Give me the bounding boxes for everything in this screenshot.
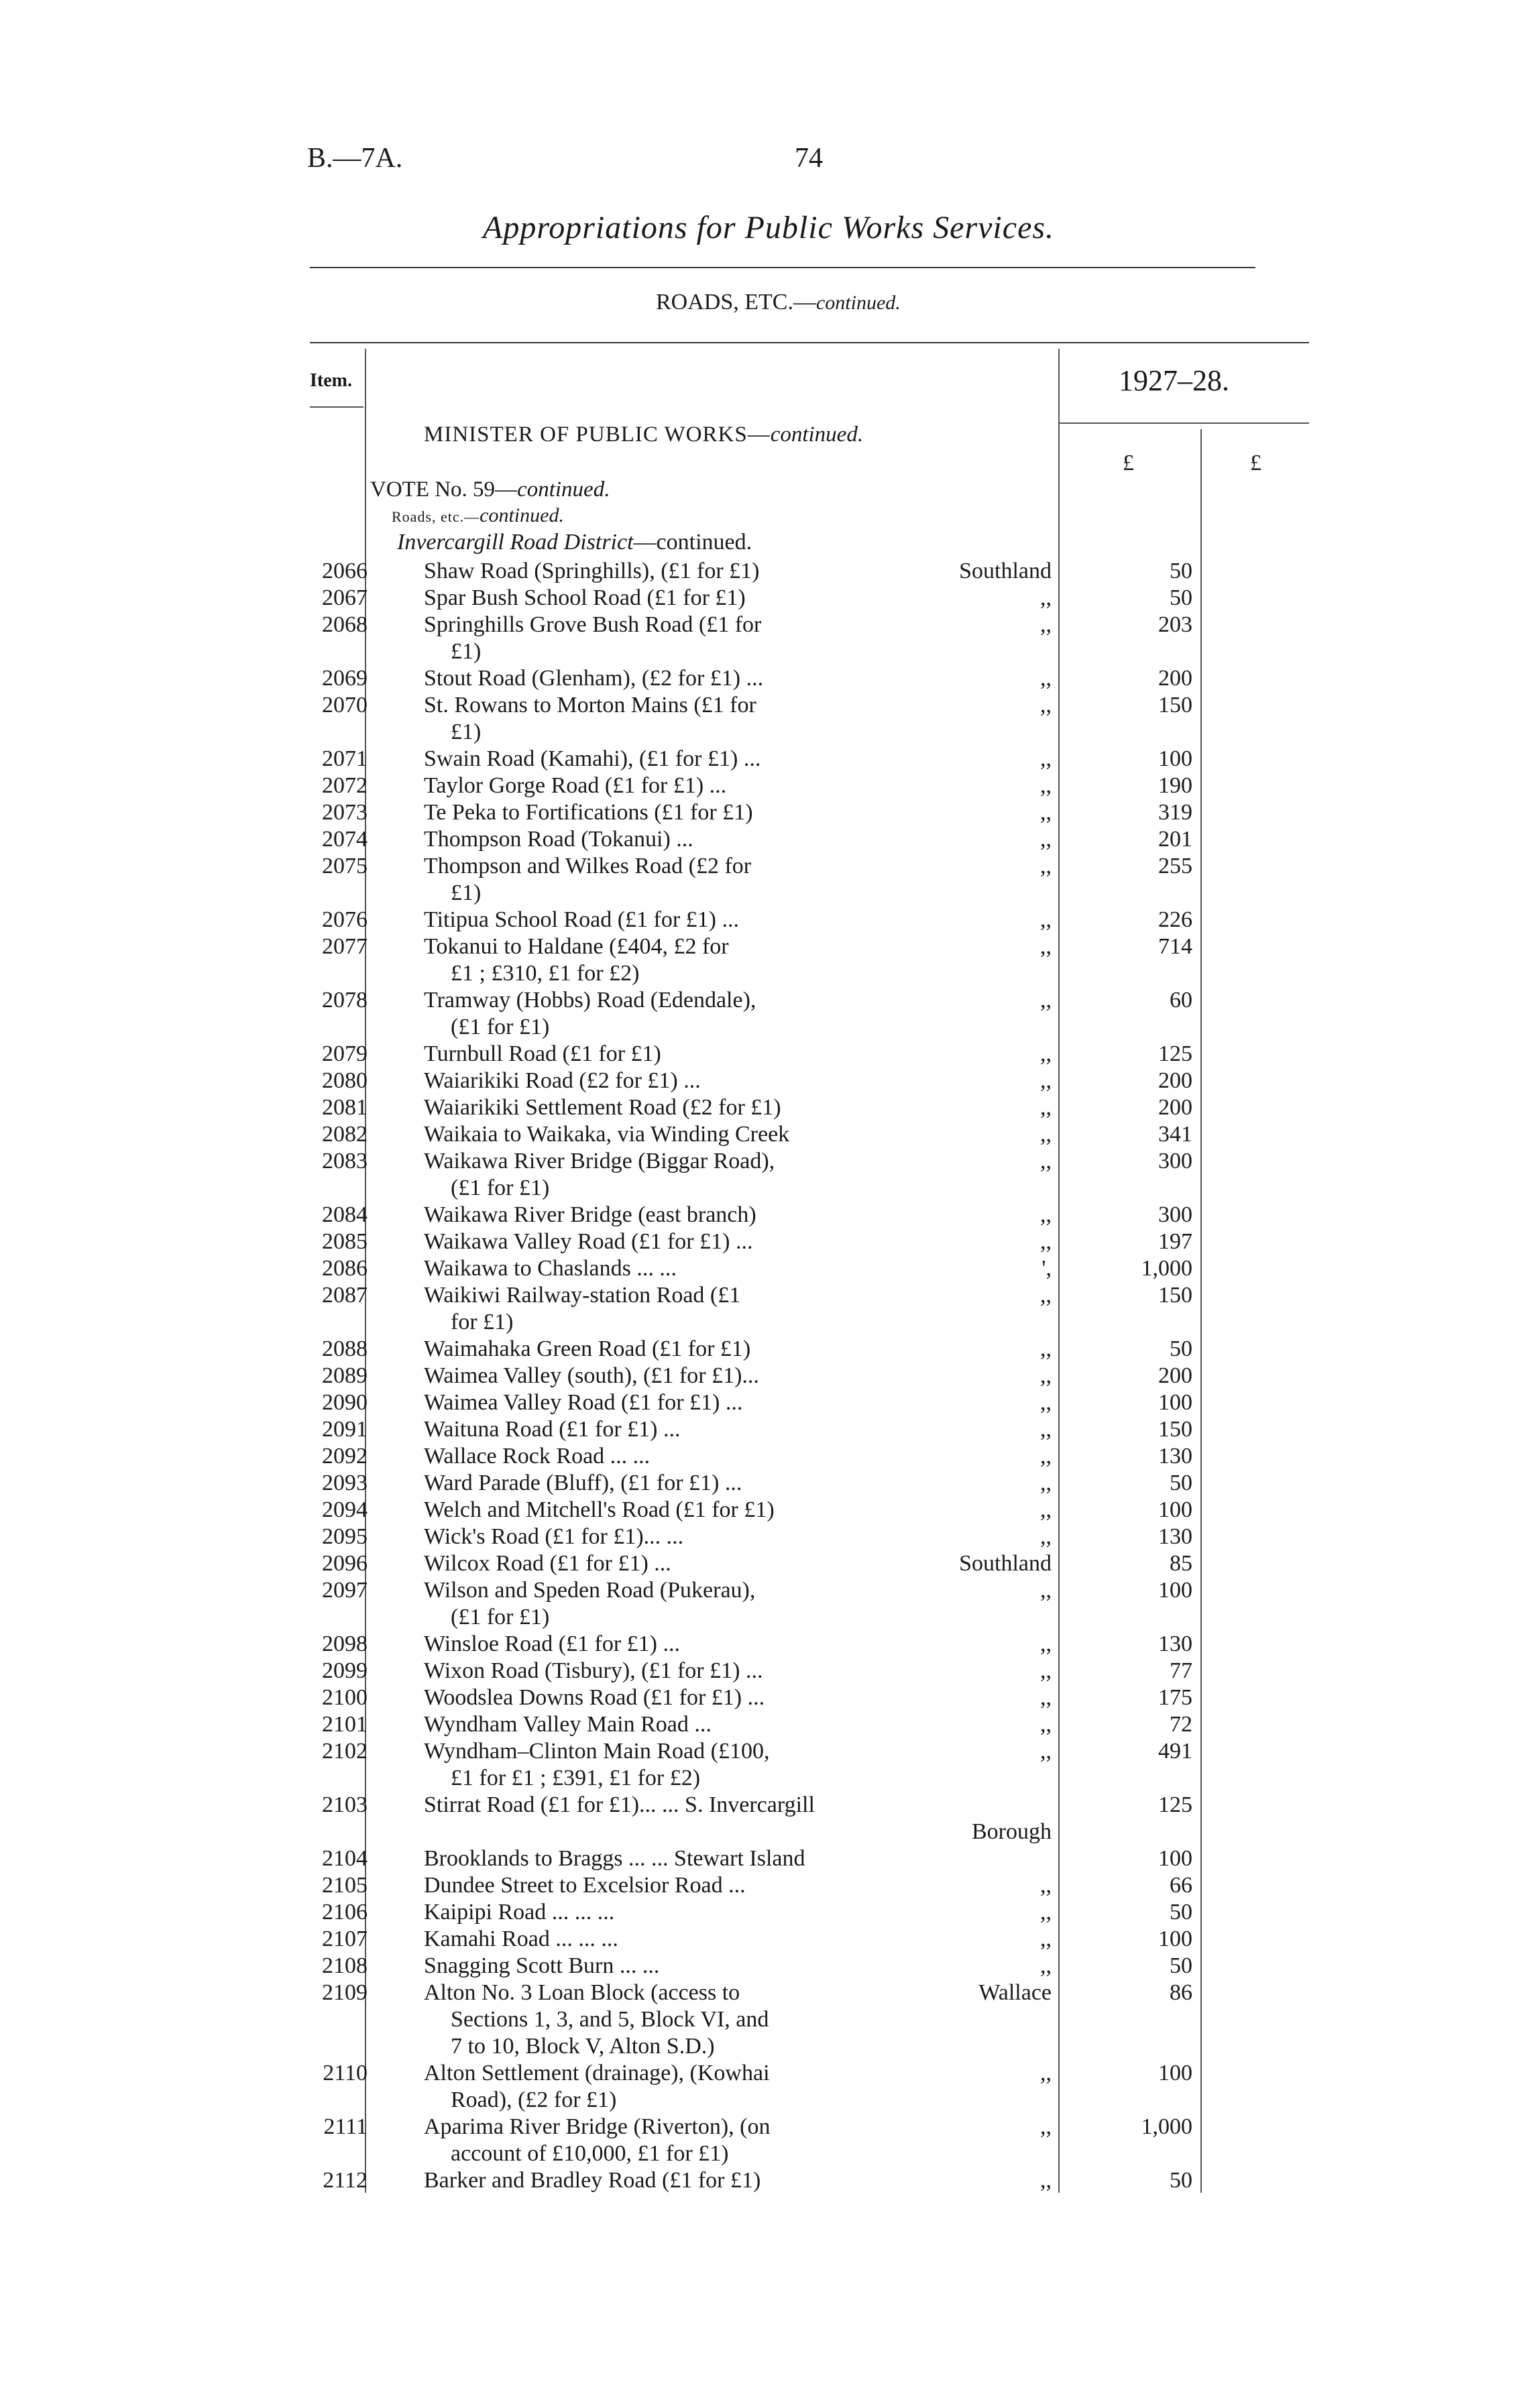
title-rule xyxy=(310,267,1255,268)
document-reference: B.—7A. xyxy=(307,143,403,174)
item-number: 2070 xyxy=(322,693,368,718)
item-description: Wilcox Road (£1 for £1) ... xyxy=(424,1551,671,1576)
region: ,, xyxy=(1040,934,1052,959)
amount: 66 xyxy=(1170,1873,1192,1898)
item-number: 2089 xyxy=(322,1363,368,1388)
amount: 100 xyxy=(1158,2061,1192,2085)
region: ,, xyxy=(1040,1524,1052,1549)
region: ,, xyxy=(1040,1658,1052,1683)
item-description: Springhills Grove Bush Road (£1 for £1) xyxy=(424,612,762,664)
page-title: Appropriations for Public Works Services. xyxy=(483,210,1055,245)
item-number: 2081 xyxy=(322,1095,368,1120)
item-description: Barker and Bradley Road (£1 for £1) xyxy=(424,2168,761,2193)
amount: 300 xyxy=(1158,1202,1192,1227)
item-description: Wick's Road (£1 for £1)... ... xyxy=(424,1524,684,1549)
item-number: 2087 xyxy=(322,1283,368,1308)
item-number: 2094 xyxy=(322,1497,368,1522)
item-number: 2097 xyxy=(322,1578,368,1603)
item-number: 2074 xyxy=(322,827,368,852)
year-header-underline xyxy=(1058,422,1309,424)
item-description: Waikaia to Waikaka, via Winding Creek xyxy=(424,1122,790,1147)
amount: 125 xyxy=(1158,1792,1192,1817)
district-heading: Invercargill Road District—continued. xyxy=(397,530,752,555)
item-description: Dundee Street to Excelsior Road ... xyxy=(424,1873,746,1898)
amount: 201 xyxy=(1158,827,1192,852)
amount: 100 xyxy=(1158,746,1192,771)
region: ,, xyxy=(1040,827,1052,852)
item-number: 2088 xyxy=(322,1336,368,1361)
amount: 100 xyxy=(1158,1927,1192,1951)
item-description: Waikawa River Bridge (Biggar Road), (£1 for £1) xyxy=(424,1149,775,1200)
item-number: 2080 xyxy=(322,1068,368,1093)
item-description: Kaipipi Road ... ... ... xyxy=(424,1900,615,1925)
region: ,, xyxy=(1040,1336,1052,1361)
year-column-header: 1927–28. xyxy=(1119,364,1229,397)
region: ,, xyxy=(1040,1363,1052,1388)
amount: 200 xyxy=(1158,1068,1192,1093)
item-number: 2099 xyxy=(322,1658,368,1683)
region: ,, xyxy=(1040,1471,1052,1495)
amount: 86 xyxy=(1170,1980,1192,2005)
pound-symbol-col1: £ xyxy=(1123,451,1134,475)
item-description: Waimea Valley Road (£1 for £1) ... xyxy=(424,1390,743,1415)
item-number: 2098 xyxy=(322,1631,368,1656)
region: ,, xyxy=(1040,1417,1052,1442)
item-description: Ward Parade (Bluff), (£1 for £1) ... xyxy=(424,1471,742,1495)
region: ,, xyxy=(1040,907,1052,932)
amount: 319 xyxy=(1158,800,1192,825)
item-description: Waituna Road (£1 for £1) ... xyxy=(424,1417,681,1442)
item-number: 2071 xyxy=(322,746,368,771)
item-number: 2083 xyxy=(322,1149,368,1173)
region: ,, xyxy=(1040,666,1052,691)
amount: 50 xyxy=(1170,559,1192,583)
amount: 175 xyxy=(1158,1685,1192,1710)
amount: 200 xyxy=(1158,1363,1192,1388)
region: ,, xyxy=(1040,1953,1052,1978)
region: Southland xyxy=(959,559,1052,583)
item-description: Brooklands to Braggs ... ... Stewart Island xyxy=(424,1846,805,1871)
region: ,, xyxy=(1040,1873,1052,1898)
region: ,, xyxy=(1040,1095,1052,1120)
amount: 72 xyxy=(1170,1712,1192,1737)
item-description: Waikawa Valley Road (£1 for £1) ... xyxy=(424,1229,753,1254)
amount: 85 xyxy=(1170,1551,1192,1576)
region: ,, xyxy=(1040,1122,1052,1147)
item-description: Wixon Road (Tisbury), (£1 for £1) ... xyxy=(424,1658,763,1683)
region: ,, xyxy=(1040,612,1052,637)
item-number: 2073 xyxy=(322,800,368,825)
amount: 1,000 xyxy=(1141,1256,1192,1281)
pound-symbol-col2: £ xyxy=(1250,451,1261,475)
amount: 226 xyxy=(1158,907,1192,932)
region: ,, xyxy=(1040,2061,1052,2085)
item-number: 2084 xyxy=(322,1202,368,1227)
item-description: Tokanui to Haldane (£404, £2 for £1 ; £310, £1 for £2) xyxy=(424,934,729,986)
item-column-header: Item. xyxy=(310,370,352,391)
item-description: Shaw Road (Springhills), (£1 for £1) xyxy=(424,559,760,583)
amount: 200 xyxy=(1158,1095,1192,1120)
item-number: 2112 xyxy=(323,2168,368,2193)
item-description: Waiarikiki Settlement Road (£2 for £1) xyxy=(424,1095,781,1120)
item-number: 2102 xyxy=(322,1739,368,1764)
region: ,, xyxy=(1040,1578,1052,1603)
region: ,, xyxy=(1040,1685,1052,1710)
item-description: Thompson and Wilkes Road (£2 for £1) xyxy=(424,854,752,905)
amount: 125 xyxy=(1158,1041,1192,1066)
region: ,, xyxy=(1040,2114,1052,2139)
item-number: 2105 xyxy=(322,1873,368,1898)
amount: 100 xyxy=(1158,1846,1192,1871)
item-number: 2107 xyxy=(322,1927,368,1951)
region: ,, xyxy=(1040,1712,1052,1737)
item-header-underline xyxy=(310,406,363,408)
item-description: Waimea Valley (south), (£1 for £1)... xyxy=(424,1363,759,1388)
item-description: Tramway (Hobbs) Road (Edendale), (£1 for £1) xyxy=(424,988,756,1039)
amount: 300 xyxy=(1158,1149,1192,1173)
item-description: Winsloe Road (£1 for £1) ... xyxy=(424,1631,681,1656)
item-number: 2108 xyxy=(322,1953,368,1978)
region: ,, xyxy=(1040,1229,1052,1254)
item-number: 2091 xyxy=(322,1417,368,1442)
region: ,, xyxy=(1040,2168,1052,2193)
region: ,, xyxy=(1040,1900,1052,1925)
amount: 491 xyxy=(1158,1739,1192,1764)
amount: 130 xyxy=(1158,1631,1192,1656)
roads-heading: Roads, etc.—continued. xyxy=(392,504,564,526)
amount: 341 xyxy=(1158,1122,1192,1147)
region: ,, xyxy=(1040,1390,1052,1415)
amount: 714 xyxy=(1158,934,1192,959)
amount: 130 xyxy=(1158,1524,1192,1549)
region: ', xyxy=(1041,1256,1052,1281)
item-number: 2076 xyxy=(322,907,368,932)
region: Southland xyxy=(959,1551,1052,1576)
page-number: 74 xyxy=(795,143,823,174)
amount: 190 xyxy=(1158,773,1192,798)
item-description: Woodslea Downs Road (£1 for £1) ... xyxy=(424,1685,765,1710)
item-number: 2100 xyxy=(322,1685,368,1710)
amount: 255 xyxy=(1158,854,1192,878)
item-description: Waiarikiki Road (£2 for £1) ... xyxy=(424,1068,701,1093)
item-number: 2072 xyxy=(322,773,368,798)
item-number: 2069 xyxy=(322,666,368,691)
item-description: Waimahaka Green Road (£1 for £1) xyxy=(424,1336,751,1361)
item-description: Spar Bush School Road (£1 for £1) xyxy=(424,585,746,610)
item-description: St. Rowans to Morton Mains (£1 for £1) xyxy=(424,693,756,744)
item-number: 2103 xyxy=(322,1792,368,1817)
amount: 150 xyxy=(1158,693,1192,718)
region: ,, xyxy=(1040,1739,1052,1764)
amount: 50 xyxy=(1170,1471,1192,1495)
region: ,, xyxy=(1040,585,1052,610)
amount: 150 xyxy=(1158,1417,1192,1442)
item-description: Snagging Scott Burn ... ... xyxy=(424,1953,660,1978)
item-number: 2096 xyxy=(322,1551,368,1576)
table-top-rule xyxy=(310,342,1309,343)
item-description: Waikiwi Railway-station Road (£1 for £1) xyxy=(424,1283,741,1334)
amount: 100 xyxy=(1158,1578,1192,1603)
amount: 203 xyxy=(1158,612,1192,637)
amount: 77 xyxy=(1170,1658,1192,1683)
item-number: 2095 xyxy=(322,1524,368,1549)
item-description: Kamahi Road ... ... ... xyxy=(424,1927,618,1951)
region: ,, xyxy=(1040,1068,1052,1093)
item-number: 2082 xyxy=(322,1122,368,1147)
region: ,, xyxy=(1040,746,1052,771)
item-number: 2090 xyxy=(322,1390,368,1415)
item-description: Welch and Mitchell's Road (£1 for £1) xyxy=(424,1497,775,1522)
item-number: 2068 xyxy=(322,612,368,637)
item-description: Te Peka to Fortifications (£1 for £1) xyxy=(424,800,753,825)
region: ,, xyxy=(1040,800,1052,825)
item-number: 2110 xyxy=(323,2061,368,2085)
item-number: 2067 xyxy=(322,585,368,610)
item-number: 2106 xyxy=(322,1900,368,1925)
item-number: 2079 xyxy=(322,1041,368,1066)
region: Borough xyxy=(972,1819,1052,1844)
region: ,, xyxy=(1040,693,1052,718)
item-description: Wallace Rock Road ... ... xyxy=(424,1444,651,1469)
region: ,, xyxy=(1040,1283,1052,1308)
item-number: 2109 xyxy=(322,1980,368,2005)
amount: 100 xyxy=(1158,1497,1192,1522)
region: ,, xyxy=(1040,1444,1052,1469)
amount: 50 xyxy=(1170,1900,1192,1925)
item-description: Stout Road (Glenham), (£2 for £1) ... xyxy=(424,666,764,691)
item-description: Waikawa to Chaslands ... ... xyxy=(424,1256,677,1281)
region: ,, xyxy=(1040,1631,1052,1656)
item-number: 2093 xyxy=(322,1471,368,1495)
region: ,, xyxy=(1040,1041,1052,1066)
item-number: 2092 xyxy=(322,1444,368,1469)
item-number: 2078 xyxy=(322,988,368,1013)
region: ,, xyxy=(1040,1497,1052,1522)
amount: 60 xyxy=(1170,988,1192,1013)
item-number: 2066 xyxy=(322,559,368,583)
amount: 130 xyxy=(1158,1444,1192,1469)
amount: 197 xyxy=(1158,1229,1192,1254)
region: ,, xyxy=(1040,1149,1052,1173)
item-description: Alton No. 3 Loan Block (access to Sections 1, 3, and 5, Block VI, and 7 to 10, Block V, Alton S.D.) xyxy=(424,1980,769,2059)
item-description: Wyndham Valley Main Road ... xyxy=(424,1712,712,1737)
item-description: Turnbull Road (£1 for £1) xyxy=(424,1041,661,1066)
item-description: Aparima River Bridge (Riverton), (on account of £10,000, £1 for £1) xyxy=(424,2114,771,2166)
region: ,, xyxy=(1040,1202,1052,1227)
item-description: Stirrat Road (£1 for £1)... ... S. Invercargill xyxy=(424,1792,815,1817)
region: ,, xyxy=(1040,988,1052,1013)
item-number: 2101 xyxy=(322,1712,368,1737)
region-column-divider xyxy=(1058,349,1060,2193)
amount: 50 xyxy=(1170,1953,1192,1978)
item-description: Waikawa River Bridge (east branch) xyxy=(424,1202,756,1227)
amount: 50 xyxy=(1170,2168,1192,2193)
amount: 50 xyxy=(1170,1336,1192,1361)
item-number: 2085 xyxy=(322,1229,368,1254)
amount: 1,000 xyxy=(1141,2114,1192,2139)
section-subheading: ROADS, ETC.—continued. xyxy=(656,290,901,314)
item-description: Wyndham–Clinton Main Road (£100, £1 for £1 ; £391, £1 for £2) xyxy=(424,1739,770,1790)
region: ,, xyxy=(1040,1927,1052,1951)
item-number: 2111 xyxy=(323,2114,368,2139)
item-description: Alton Settlement (drainage), (Kowhai Road), (£2 for £1) xyxy=(424,2061,770,2112)
vote-heading: VOTE No. 59—continued. xyxy=(370,477,610,502)
region: Wallace xyxy=(978,1980,1052,2005)
item-description: Wilson and Speden Road (Pukerau), (£1 for £1) xyxy=(424,1578,756,1629)
item-number: 2086 xyxy=(322,1256,368,1281)
item-description: Thompson Road (Tokanui) ... xyxy=(424,827,693,852)
item-number: 2104 xyxy=(322,1846,368,1871)
region: ,, xyxy=(1040,773,1052,798)
amount: 100 xyxy=(1158,1390,1192,1415)
amount-column-divider xyxy=(1200,429,1202,2193)
item-number: 2077 xyxy=(322,934,368,959)
amount: 50 xyxy=(1170,585,1192,610)
minister-heading: MINISTER OF PUBLIC WORKS—continued. xyxy=(424,422,864,447)
item-description: Taylor Gorge Road (£1 for £1) ... xyxy=(424,773,727,798)
item-number: 2075 xyxy=(322,854,368,878)
amount: 150 xyxy=(1158,1283,1192,1308)
item-description: Titipua School Road (£1 for £1) ... xyxy=(424,907,740,932)
item-description: Swain Road (Kamahi), (£1 for £1) ... xyxy=(424,746,761,771)
amount: 200 xyxy=(1158,666,1192,691)
region: ,, xyxy=(1040,854,1052,878)
